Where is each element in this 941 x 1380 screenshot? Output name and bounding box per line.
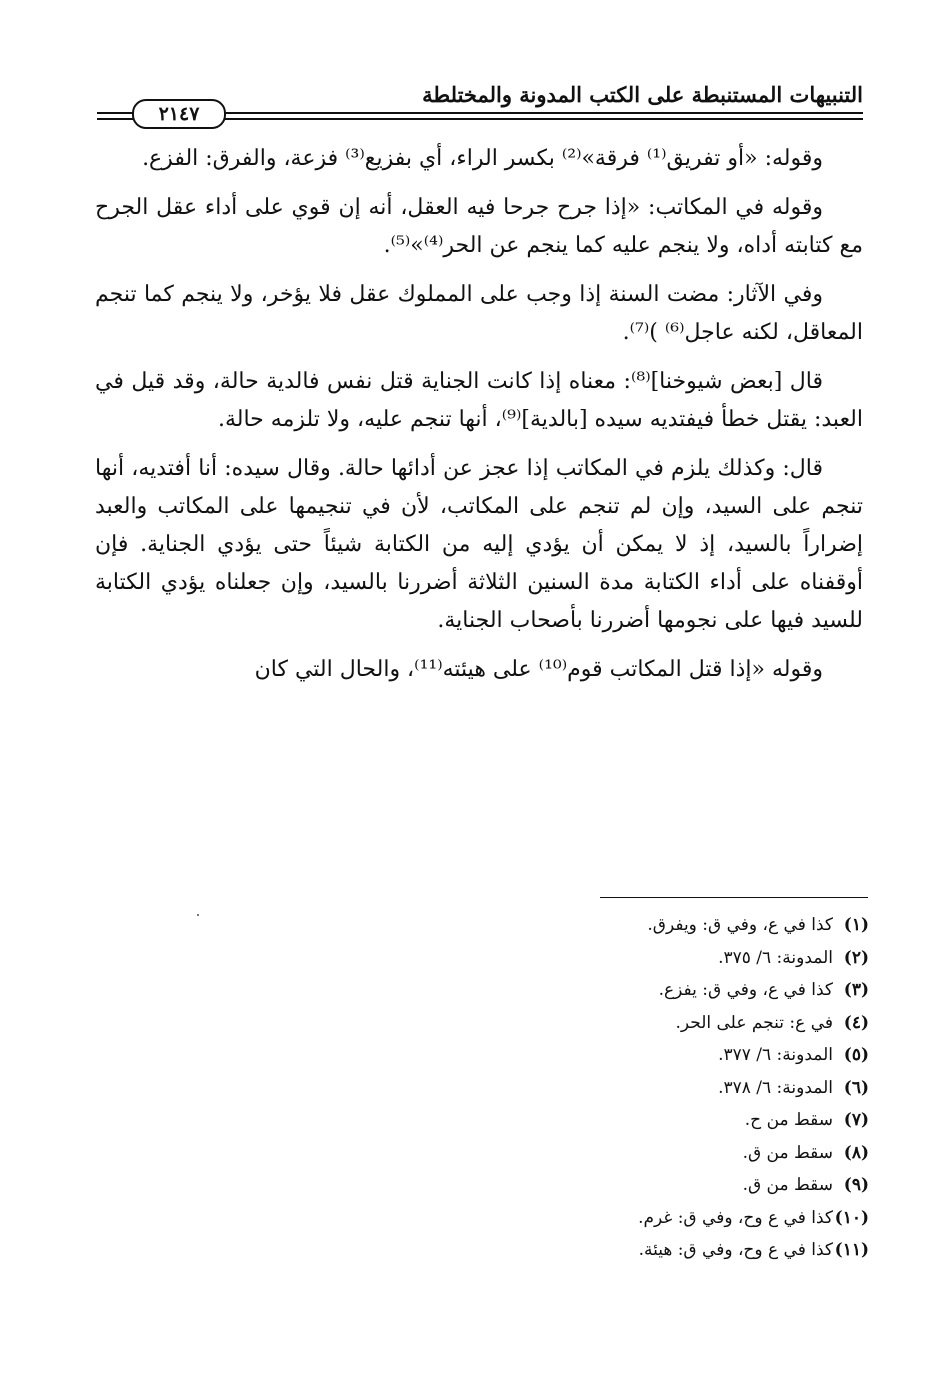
footnote-number: (٩) — [843, 1175, 869, 1195]
footnote — [539, 1072, 869, 1105]
paragraph: وقوله في المكاتب: «إذا جرح جرحا فيه العقل، أنه إن قوي على أداء عقل الجرح مع كتابته أداه، ولا ينجم عليه كما ينجم عن الحر⁽⁴⁾»⁽⁵⁾. — [95, 195, 863, 258]
footnote-separator — [600, 897, 868, 898]
footnote-number: (٨) — [843, 1142, 869, 1163]
footnote-number: (١١) — [834, 1240, 869, 1260]
footnote — [539, 974, 869, 1007]
footnotes — [539, 909, 869, 1267]
footnote-number: (١) — [843, 915, 869, 935]
footnote — [539, 1202, 869, 1235]
footnote-text: سقط من ق. — [742, 1142, 833, 1163]
footnote — [539, 1104, 869, 1137]
footnote-text: كذا في ع، وفي ق: ويفرق. — [647, 915, 833, 935]
footnote-text: المدونة: ٦/ ٣٧٥. — [718, 947, 833, 968]
footnote — [539, 1137, 869, 1170]
footnote — [539, 942, 869, 975]
paragraph: وقوله «إذا قتل المكاتب قوم⁽¹⁰⁾ على هيئته⁽¹¹⁾، والحال التي كان — [254, 657, 823, 682]
paragraph: قال [بعض شيوخنا]⁽⁸⁾: معناه إذا كانت الجناية قتل نفس فالدية حالة، وقد قيل في العبد: يقتل خطأ فيفتديه سيده [بالدية]⁽⁹⁾، أنها تنجم عليه، ولا تلزمه حالة. — [95, 369, 863, 432]
footnote-text: سقط من ق. — [742, 1175, 833, 1195]
footnote-number: (٣) — [843, 980, 869, 1000]
footnote-number: (٦) — [843, 1077, 869, 1098]
footnote-text: المدونة: ٦/ ٣٧٧. — [718, 1045, 833, 1065]
footnote-number: (٤) — [843, 1012, 869, 1033]
footnote — [539, 1169, 869, 1202]
footnote — [539, 1007, 869, 1040]
footnote-text: كذا في ع، وفي ق: يفزع. — [658, 980, 833, 1000]
paragraph: وقوله: «أو تفريق⁽¹⁾ فرقة»⁽²⁾ بكسر الراء، أي بفزيع⁽³⁾ فزعة، والفرق: الفزع. — [142, 146, 823, 171]
footnote — [539, 1039, 869, 1072]
footnote-text: كذا في ع وح، وفي ق: هيئة. — [638, 1240, 833, 1260]
footnote — [539, 909, 869, 942]
footnote — [539, 1234, 869, 1267]
paragraph: قال: وكذلك يلزم في المكاتب إذا عجز عن أدائها حالة. وقال سيده: أنا أفتديه، أنها تنجم على السيد، وإن لم تنجم على المكاتب، لأن في تنجيمها على المكاتب والعبد إضراراً بالسيد، إذ لا يمكن أن يؤدي إليه من الكتابة شيئاً حتى يؤدي الجناية. فإن أوقفناه على أداء الكتابة مدة السنين الثلاثة أضررنا بالسيد، وإن جعلناه يؤدي الكتابة للسيد فيها على نجومها أضررنا بأصحاب الجناية. — [95, 456, 863, 633]
footnote-number: (٢) — [843, 947, 869, 968]
paragraph: وفي الآثار: مضت السنة إذا وجب على المملوك عقل فلا يؤخر، ولا ينجم كما تنجم المعاقل، لكنه عاجل⁽⁶⁾ )⁽⁷⁾. — [95, 282, 863, 345]
main-text — [95, 140, 863, 700]
footnote-number: (١٠) — [834, 1207, 869, 1228]
page-number: ٢١٤٧ — [132, 99, 226, 129]
footnote-text: كذا في ع وح، وفي ق: غرم. — [638, 1207, 833, 1228]
footnote-number: (٧) — [843, 1110, 869, 1130]
speck-mark — [197, 914, 199, 916]
footnote-text: المدونة: ٦/ ٣٧٨. — [718, 1077, 833, 1098]
footnote-number: (٥) — [843, 1045, 869, 1065]
footnote-text: في ع: تنجم على الحر. — [675, 1012, 833, 1033]
running-title: التنبيهات المستنبطة على الكتب المدونة والمختلطة — [422, 82, 863, 107]
footnote-text: سقط من ح. — [744, 1110, 833, 1130]
